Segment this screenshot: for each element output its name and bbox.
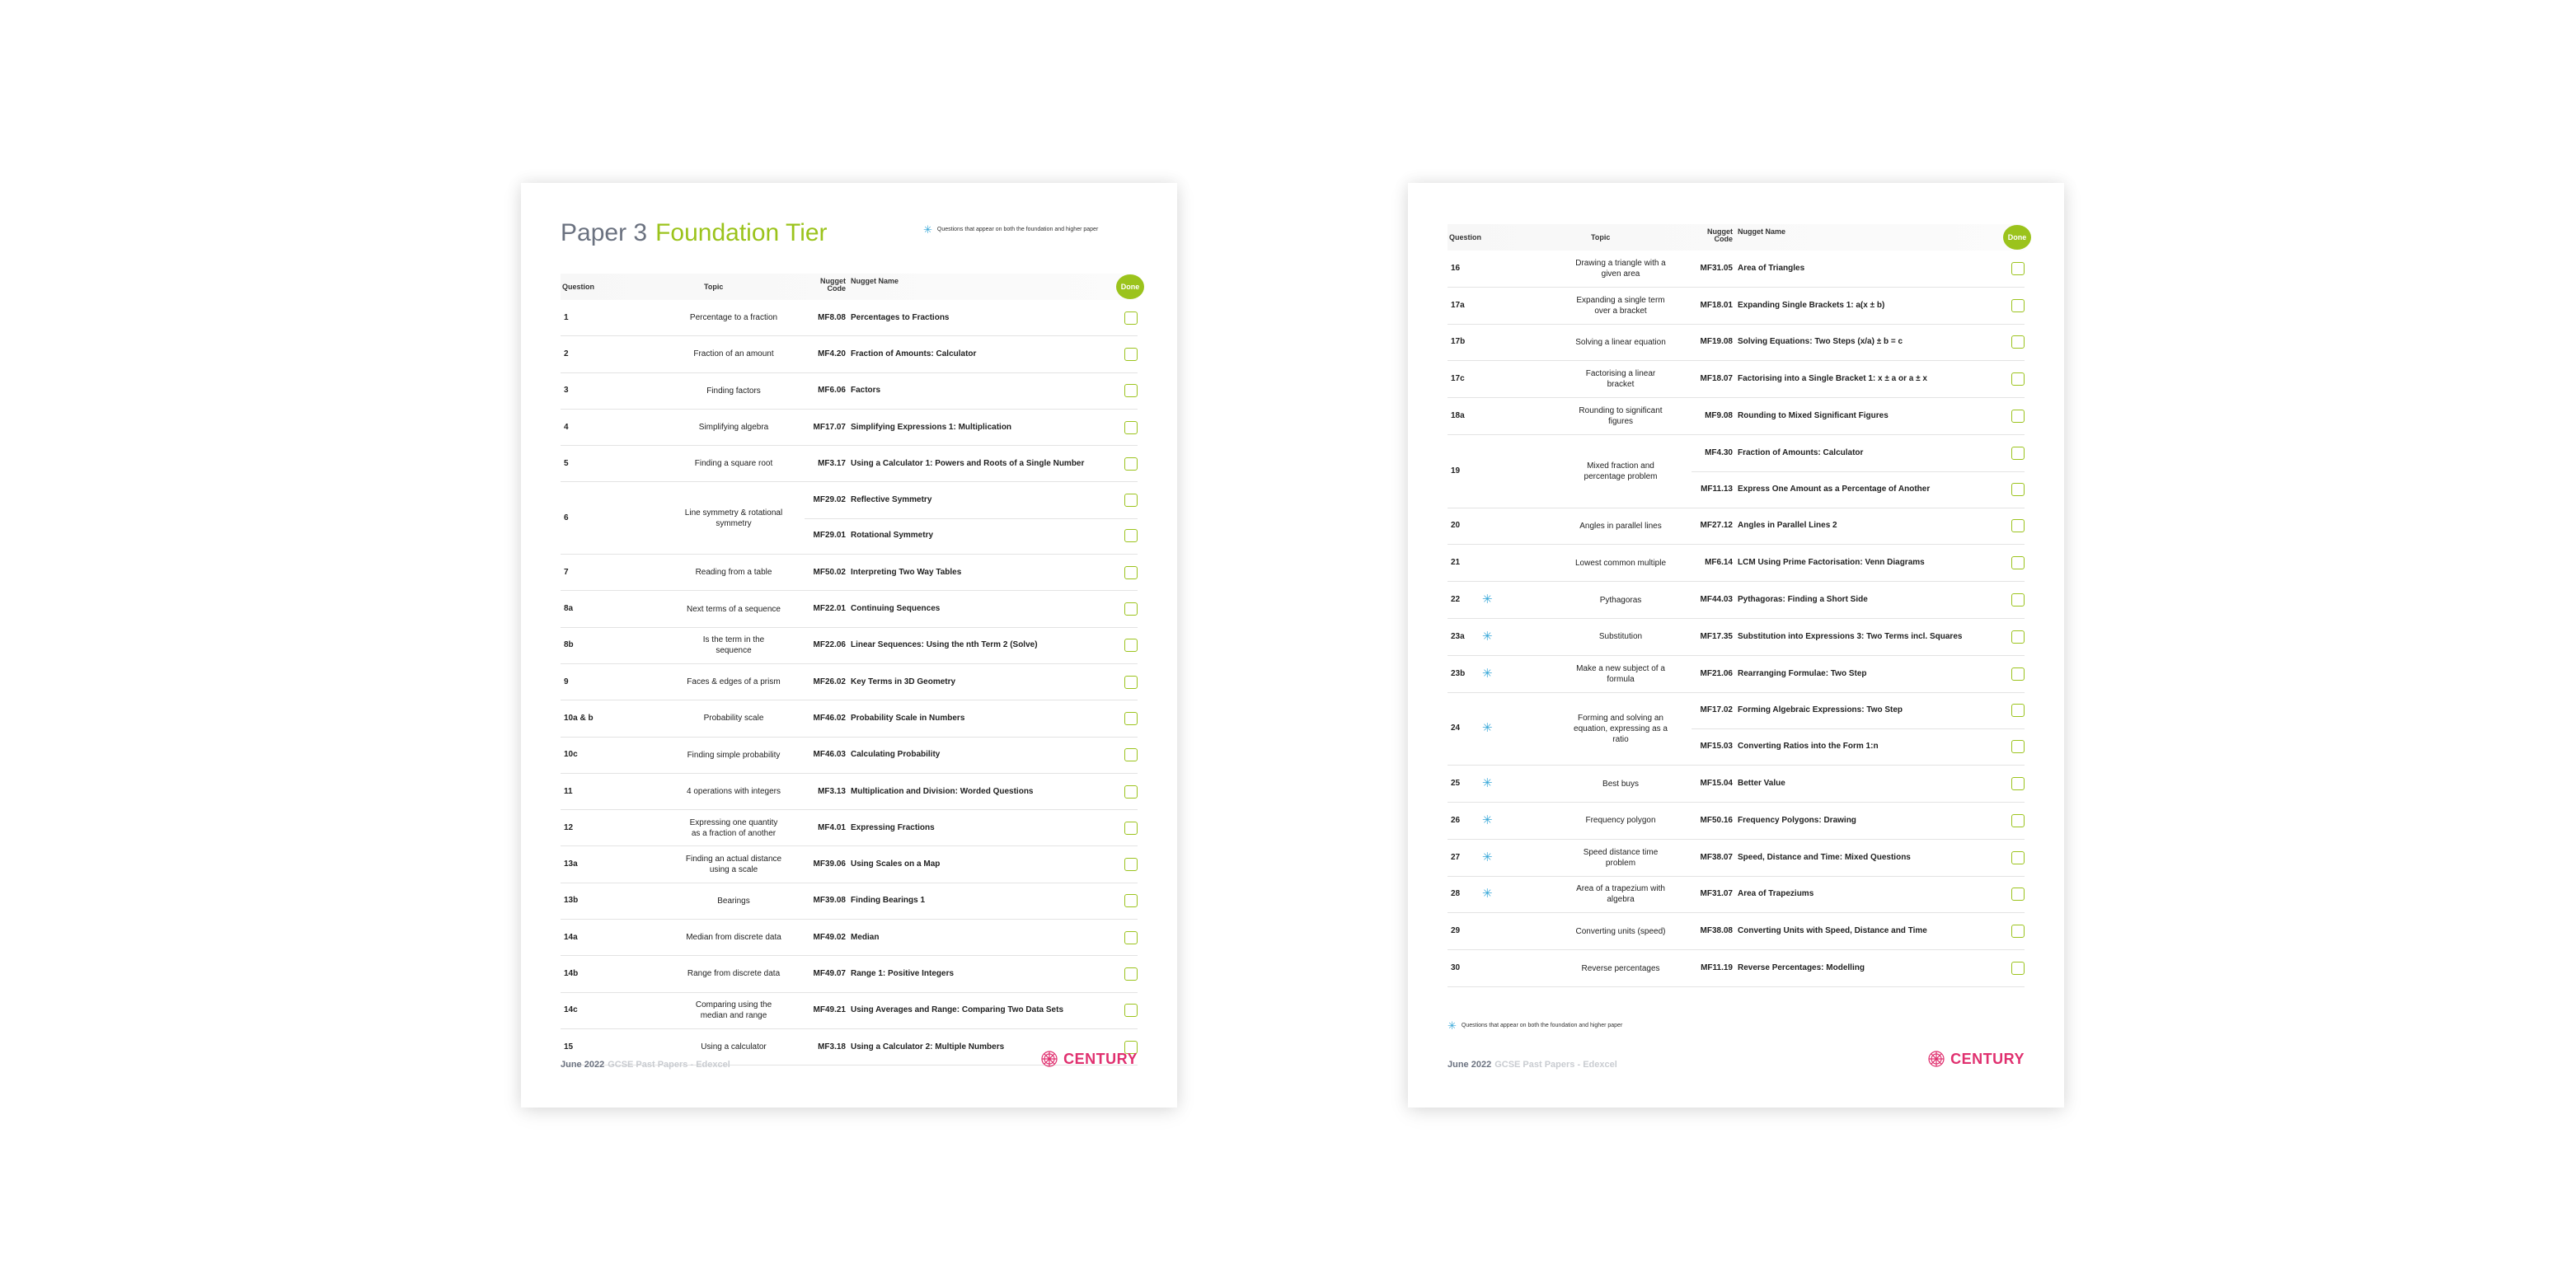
- question-number: 24: [1451, 724, 1461, 733]
- table-row: [1448, 656, 2025, 693]
- table-row: [561, 410, 1138, 446]
- question-number: 10a & b: [564, 713, 594, 723]
- question-number: 28: [1451, 889, 1461, 899]
- nugget-name: Using a Calculator 2: Multiple Numbers: [851, 1042, 1005, 1051]
- topic-text: Expanding a single term over a bracket: [1576, 295, 1665, 316]
- century-logo-icon: [1040, 1050, 1058, 1068]
- nugget-name: Expressing Fractions: [851, 822, 935, 832]
- question-number: 16: [1451, 263, 1461, 273]
- done-checkbox[interactable]: [2011, 777, 2025, 790]
- topic-text: Range from discrete data: [687, 969, 781, 979]
- done-checkbox[interactable]: [2011, 483, 2025, 496]
- topic-text: Simplifying algebra: [698, 423, 769, 433]
- table-row: [561, 664, 1138, 700]
- topic-text: Forming and solving an equation, expressing as a ratio: [1574, 713, 1668, 744]
- nugget-code: MF17.07: [813, 422, 846, 432]
- nugget-name: Area of Trapeziums: [1738, 889, 1814, 899]
- nugget-name: Interpreting Two Way Tables: [851, 567, 962, 577]
- question-number: 30: [1451, 963, 1461, 973]
- topic-text: Bearings: [717, 896, 750, 906]
- question-number: 19: [1451, 466, 1461, 475]
- nugget-name: Angles in Parallel Lines 2: [1738, 521, 1837, 531]
- nugget-code: MF21.06: [1700, 668, 1733, 678]
- done-checkbox[interactable]: [2011, 667, 2025, 681]
- done-checkbox[interactable]: [1124, 785, 1138, 799]
- header-done: Done: [2003, 225, 2031, 250]
- nugget-name: Percentages to Fractions: [851, 312, 950, 322]
- done-checkbox[interactable]: [2011, 888, 2025, 901]
- legend-text: Questions that appear on both the foundation and higher paper: [1461, 1023, 1623, 1028]
- header-nugget-code: Nugget Code: [1707, 227, 1733, 243]
- nugget-name: Using a Calculator 1: Powers and Roots of a Single Number: [851, 458, 1085, 468]
- nugget-divider: [805, 518, 1138, 519]
- asterisk-icon: ✳: [1482, 629, 1493, 644]
- done-checkbox[interactable]: [2011, 851, 2025, 864]
- done-checkbox[interactable]: [1124, 384, 1138, 397]
- topic-text: Line symmetry & rotational symmetry: [684, 508, 783, 528]
- question-number: 15: [564, 1042, 574, 1051]
- table-header: [561, 274, 1138, 300]
- nugget-code: MF17.35: [1700, 631, 1733, 641]
- nugget-code: MF50.16: [1700, 815, 1733, 825]
- topic-text: Finding simple probability: [687, 750, 781, 760]
- footer-date: June 2022: [1448, 1060, 1492, 1070]
- nugget-name: Rounding to Mixed Significant Figures: [1738, 411, 1889, 421]
- question-number: 29: [1451, 926, 1461, 936]
- nugget-name: Multiplication and Division: Worded Questions: [851, 786, 1034, 796]
- topic-text: Finding factors: [706, 386, 761, 396]
- topic-text: Is the term in the sequence: [702, 635, 765, 656]
- nugget-code: MF46.02: [813, 713, 846, 723]
- asterisk-icon: ✳: [1482, 666, 1493, 681]
- table-row: [1448, 913, 2025, 950]
- header-nugget-name: Nugget Name: [851, 277, 899, 285]
- nugget-name: Reverse Percentages: Modelling: [1738, 963, 1865, 973]
- nugget-code: MF31.07: [1700, 889, 1733, 899]
- done-checkbox[interactable]: [1124, 421, 1138, 434]
- done-checkbox[interactable]: [1124, 748, 1138, 761]
- question-number: 13a: [564, 859, 578, 869]
- table-row: [1448, 545, 2025, 582]
- nugget-code: MF50.02: [813, 567, 846, 577]
- table-row: [561, 883, 1138, 920]
- nugget-code: MF4.01: [818, 822, 846, 832]
- nugget-code: MF3.13: [818, 786, 846, 796]
- nugget-code: MF31.05: [1700, 263, 1733, 273]
- topic-text: Reading from a table: [695, 568, 772, 578]
- table-row: [561, 373, 1138, 410]
- question-number: 14c: [564, 1005, 578, 1015]
- table-row: [561, 700, 1138, 737]
- nugget-code: MF38.08: [1700, 926, 1733, 936]
- done-checkbox[interactable]: [2011, 593, 2025, 607]
- done-checkbox[interactable]: [2011, 630, 2025, 644]
- century-logo: [1040, 1050, 1138, 1068]
- table-row: [1448, 803, 2025, 840]
- table-row: [1448, 251, 2025, 288]
- nugget-name: Calculating Probability: [851, 750, 941, 760]
- table-row: [561, 591, 1138, 627]
- table-row: [561, 993, 1138, 1029]
- topic-text: Make a new subject of a formula: [1576, 663, 1665, 684]
- table-row: [561, 810, 1138, 846]
- paper-number: Paper 3: [561, 219, 648, 246]
- nugget-name: Speed, Distance and Time: Mixed Questions: [1738, 852, 1911, 862]
- done-checkbox[interactable]: [2011, 299, 2025, 312]
- table-row: [561, 336, 1138, 372]
- question-number: 17a: [1451, 300, 1465, 310]
- topic-text: Using a calculator: [701, 1042, 767, 1052]
- question-number: 11: [564, 786, 573, 796]
- nugget-code: MF44.03: [1700, 595, 1733, 605]
- table-row: [561, 555, 1138, 591]
- done-checkbox[interactable]: [2011, 262, 2025, 275]
- question-number: 12: [564, 822, 574, 832]
- nugget-name: Rotational Symmetry: [851, 531, 934, 541]
- topic-text: Frequency polygon: [1585, 816, 1656, 826]
- page-title: [561, 219, 828, 247]
- table-row: [1448, 508, 2025, 546]
- question-number: 9: [564, 677, 569, 686]
- asterisk-icon: ✳: [1482, 776, 1493, 791]
- asterisk-icon: ✳: [1482, 850, 1493, 864]
- topic-text: Factorising a linear bracket: [1585, 369, 1656, 390]
- done-checkbox[interactable]: [1124, 529, 1138, 542]
- table-row: [1448, 766, 2025, 803]
- nugget-code: MF19.08: [1700, 337, 1733, 347]
- topic-text: Area of a trapezium with algebra: [1576, 884, 1665, 905]
- footer-date: June 2022: [561, 1060, 605, 1070]
- nugget-code: MF49.02: [813, 932, 846, 942]
- nugget-divider: [1692, 728, 2025, 729]
- nugget-name: Median: [851, 932, 880, 942]
- asterisk-icon: ✳: [1482, 721, 1493, 736]
- nugget-name: Expanding Single Brackets 1: a(x ± b): [1738, 300, 1885, 310]
- done-checkbox[interactable]: [2011, 556, 2025, 569]
- question-number: 26: [1451, 815, 1461, 825]
- nugget-code: MF22.01: [813, 604, 846, 614]
- done-checkbox[interactable]: [1124, 311, 1138, 325]
- nugget-name: Reflective Symmetry: [851, 495, 932, 505]
- nugget-divider: [1692, 471, 2025, 472]
- nugget-name: Area of Triangles: [1738, 263, 1805, 273]
- table-row: [1448, 693, 2025, 766]
- nugget-name: Simplifying Expressions 1: Multiplication: [851, 422, 1012, 432]
- nugget-name: Factors: [851, 386, 881, 396]
- done-checkbox[interactable]: [2011, 335, 2025, 349]
- question-number: 8a: [564, 604, 574, 614]
- table-header: [1448, 224, 2025, 251]
- nugget-name: Range 1: Positive Integers: [851, 968, 955, 978]
- topic-text: Fraction of an amount: [693, 349, 774, 359]
- question-number: 27: [1451, 852, 1461, 862]
- table-body: [561, 300, 1138, 1066]
- topic-text: Finding an actual distance using a scale: [685, 855, 782, 875]
- topic-text: Converting units (speed): [1575, 926, 1666, 936]
- topic-text: Drawing a triangle with a given area: [1575, 258, 1666, 279]
- nugget-name: Pythagoras: Finding a Short Side: [1738, 595, 1868, 605]
- page-footer: [561, 1050, 1138, 1084]
- header-question: Question: [562, 283, 595, 291]
- question-number: 5: [564, 458, 569, 468]
- table-row: [561, 920, 1138, 956]
- question-number: 8b: [564, 640, 574, 650]
- topic-text: Median from discrete data: [686, 933, 781, 943]
- nugget-code: MF15.04: [1700, 779, 1733, 789]
- question-number: 25: [1451, 779, 1461, 789]
- nugget-code: MF17.02: [1700, 705, 1733, 715]
- nugget-code: MF46.03: [813, 750, 846, 760]
- footer-paper: GCSE Past Papers - Edexcel: [608, 1060, 730, 1070]
- nugget-code: MF18.01: [1700, 300, 1733, 310]
- nugget-code: MF39.08: [813, 896, 846, 906]
- table-row: [1448, 325, 2025, 362]
- nugget-name: Rearranging Formulae: Two Step: [1738, 668, 1867, 678]
- question-number: 14b: [564, 968, 579, 978]
- question-number: 6: [564, 513, 569, 522]
- nugget-name: Probability Scale in Numbers: [851, 713, 965, 723]
- topic-text: Percentage to a fraction: [689, 313, 778, 323]
- table-row: [1448, 288, 2025, 325]
- nugget-name: LCM Using Prime Factorisation: Venn Diagrams: [1738, 558, 1925, 568]
- nugget-name: Better Value: [1738, 779, 1785, 789]
- table-row: [561, 482, 1138, 555]
- topic-text: Speed distance time problem: [1583, 847, 1659, 868]
- nugget-code: MF49.07: [813, 968, 846, 978]
- done-checkbox[interactable]: [2011, 962, 2025, 975]
- topic-text: 4 operations with integers: [687, 787, 781, 796]
- header-nugget-name: Nugget Name: [1738, 227, 1786, 236]
- nugget-name: Continuing Sequences: [851, 604, 941, 614]
- question-number: 10c: [564, 750, 578, 760]
- nugget-code: MF26.02: [813, 677, 846, 686]
- question-number: 22: [1451, 595, 1461, 605]
- asterisk-icon: ✳: [1448, 1019, 1457, 1032]
- question-number: 23a: [1451, 631, 1465, 641]
- nugget-name: Express One Amount as a Percentage of Another: [1738, 484, 1931, 494]
- nugget-name: Finding Bearings 1: [851, 896, 926, 906]
- nugget-code: MF3.17: [818, 458, 846, 468]
- table-row: [1448, 361, 2025, 398]
- done-checkbox[interactable]: [1124, 858, 1138, 871]
- asterisk-icon: ✳: [1482, 813, 1493, 827]
- nugget-code: MF18.07: [1700, 374, 1733, 384]
- tier-label: Foundation Tier: [655, 219, 828, 246]
- nugget-code: MF27.12: [1700, 521, 1733, 531]
- nugget-name: Fraction of Amounts: Calculator: [1738, 447, 1864, 457]
- page-footer: [1448, 1050, 2025, 1084]
- done-checkbox[interactable]: [2011, 372, 2025, 386]
- header-nugget-code: Nugget Code: [820, 277, 846, 293]
- done-checkbox[interactable]: [1124, 931, 1138, 944]
- nugget-name: Solving Equations: Two Steps (x/a) ± b = c: [1738, 337, 1903, 347]
- done-checkbox[interactable]: [2011, 704, 2025, 717]
- nugget-code: MF38.07: [1700, 852, 1733, 862]
- question-number: 2: [564, 349, 569, 358]
- questions-table: [1448, 224, 2025, 987]
- table-row: [561, 846, 1138, 883]
- topic-text: Probability scale: [703, 714, 764, 724]
- done-checkbox[interactable]: [2011, 925, 2025, 938]
- nugget-name: Using Scales on a Map: [851, 859, 941, 869]
- question-number: 3: [564, 386, 569, 396]
- worksheet-page-2: [1408, 183, 2064, 1108]
- logo-text: CENTURY: [1950, 1050, 2025, 1067]
- question-number: 18a: [1451, 411, 1465, 421]
- legend: [1448, 1020, 1622, 1031]
- century-logo: [1927, 1050, 2025, 1068]
- nugget-name: Key Terms in 3D Geometry: [851, 677, 956, 686]
- table-row: [1448, 398, 2025, 435]
- table-row: [561, 300, 1138, 336]
- question-number: 20: [1451, 521, 1461, 531]
- table-row: [561, 628, 1138, 664]
- question-number: 17c: [1451, 374, 1465, 384]
- asterisk-icon: ✳: [1482, 887, 1493, 902]
- question-number: 23b: [1451, 668, 1466, 678]
- question-number: 17b: [1451, 337, 1466, 347]
- question-number: 4: [564, 422, 569, 432]
- topic-text: Solving a linear equation: [1575, 337, 1666, 347]
- nugget-code: MF11.13: [1701, 484, 1733, 494]
- nugget-code: MF4.20: [818, 349, 846, 358]
- question-number: 21: [1451, 558, 1461, 568]
- topic-text: Best buys: [1602, 779, 1639, 789]
- nugget-code: MF11.19: [1701, 963, 1733, 973]
- done-checkbox[interactable]: [1124, 1004, 1138, 1017]
- nugget-code: MF9.08: [1705, 411, 1733, 421]
- done-checkbox[interactable]: [1124, 676, 1138, 689]
- table-row: [1448, 619, 2025, 656]
- topic-text: Next terms of a sequence: [687, 604, 781, 614]
- done-checkbox[interactable]: [2011, 519, 2025, 532]
- done-checkbox[interactable]: [2011, 410, 2025, 423]
- nugget-code: MF15.03: [1700, 742, 1733, 752]
- done-checkbox[interactable]: [1124, 348, 1138, 361]
- century-logo-icon: [1927, 1050, 1945, 1068]
- question-number: 13b: [564, 896, 579, 906]
- topic-text: Mixed fraction and percentage problem: [1584, 461, 1658, 481]
- question-number: 7: [564, 567, 569, 577]
- nugget-name: Linear Sequences: Using the nth Term 2 (Solve): [851, 640, 1038, 650]
- nugget-code: MF29.02: [813, 495, 846, 505]
- nugget-code: MF6.06: [818, 386, 846, 396]
- done-checkbox[interactable]: [2011, 814, 2025, 827]
- nugget-code: MF6.14: [1705, 558, 1733, 568]
- nugget-name: Converting Ratios into the Form 1:n: [1738, 742, 1879, 752]
- question-number: 14a: [564, 932, 578, 942]
- table-row: [1448, 582, 2025, 619]
- question-number: 1: [564, 312, 569, 322]
- done-checkbox[interactable]: [1124, 494, 1138, 507]
- topic-text: Reverse percentages: [1581, 963, 1660, 973]
- table-row: [561, 956, 1138, 992]
- nugget-name: Factorising into a Single Bracket 1: x ± a or a ± x: [1738, 374, 1927, 384]
- nugget-code: MF3.18: [818, 1042, 846, 1051]
- topic-text: Faces & edges of a prism: [687, 677, 781, 687]
- topic-text: Expressing one quantity as a fraction of another: [689, 817, 778, 838]
- nugget-name: Fraction of Amounts: Calculator: [851, 349, 977, 358]
- table-body: [1448, 251, 2025, 987]
- nugget-name: Substitution into Expressions 3: Two Terms incl. Squares: [1738, 631, 1963, 641]
- table-row: [1448, 840, 2025, 877]
- header-topic: Topic: [1591, 233, 1611, 241]
- table-row: [1448, 435, 2025, 508]
- asterisk-icon: ✳: [923, 223, 932, 236]
- header-question: Question: [1449, 233, 1482, 241]
- table-row: [561, 774, 1138, 810]
- done-checkbox[interactable]: [2011, 447, 2025, 460]
- legend-text: Questions that appear on both the foundation and higher paper: [936, 227, 1099, 232]
- done-checkbox[interactable]: [1124, 822, 1138, 835]
- done-checkbox[interactable]: [1124, 639, 1138, 652]
- topic-text: Pythagoras: [1599, 595, 1642, 605]
- nugget-name: Forming Algebraic Expressions: Two Step: [1738, 705, 1903, 715]
- asterisk-icon: ✳: [1482, 592, 1493, 607]
- topic-text: Comparing using the median and range: [695, 1000, 772, 1021]
- topic-text: Angles in parallel lines: [1579, 521, 1662, 531]
- nugget-name: Converting Units with Speed, Distance and Time: [1738, 926, 1927, 936]
- topic-text: Substitution: [1598, 632, 1643, 642]
- nugget-code: MF29.01: [813, 531, 846, 541]
- table-row: [561, 738, 1138, 774]
- done-checkbox[interactable]: [2011, 740, 2025, 753]
- logo-text: CENTURY: [1063, 1050, 1138, 1067]
- nugget-name: Frequency Polygons: Drawing: [1738, 815, 1856, 825]
- table-row: [561, 446, 1138, 482]
- header-topic: Topic: [704, 283, 724, 291]
- topic-text: Lowest common multiple: [1574, 558, 1667, 568]
- table-row: [1448, 877, 2025, 914]
- nugget-code: MF22.06: [813, 640, 846, 650]
- nugget-code: MF4.30: [1705, 447, 1733, 457]
- done-checkbox[interactable]: [1124, 967, 1138, 981]
- done-checkbox[interactable]: [1124, 566, 1138, 579]
- nugget-code: MF49.21: [813, 1005, 846, 1015]
- worksheet-page-1: [521, 183, 1177, 1108]
- table-row: [1448, 950, 2025, 987]
- done-checkbox[interactable]: [1124, 602, 1138, 616]
- footer-paper: GCSE Past Papers - Edexcel: [1494, 1060, 1617, 1070]
- header-done: Done: [1116, 274, 1144, 299]
- legend: [923, 224, 1098, 235]
- done-checkbox[interactable]: [1124, 712, 1138, 725]
- done-checkbox[interactable]: [1124, 894, 1138, 907]
- nugget-code: MF39.06: [813, 859, 846, 869]
- nugget-name: Using Averages and Range: Comparing Two Data Sets: [851, 1005, 1064, 1015]
- topic-text: Finding a square root: [694, 459, 773, 469]
- done-checkbox[interactable]: [1124, 457, 1138, 471]
- nugget-code: MF8.08: [818, 312, 846, 322]
- topic-text: Rounding to significant figures: [1579, 406, 1663, 427]
- questions-table: [561, 274, 1138, 1066]
